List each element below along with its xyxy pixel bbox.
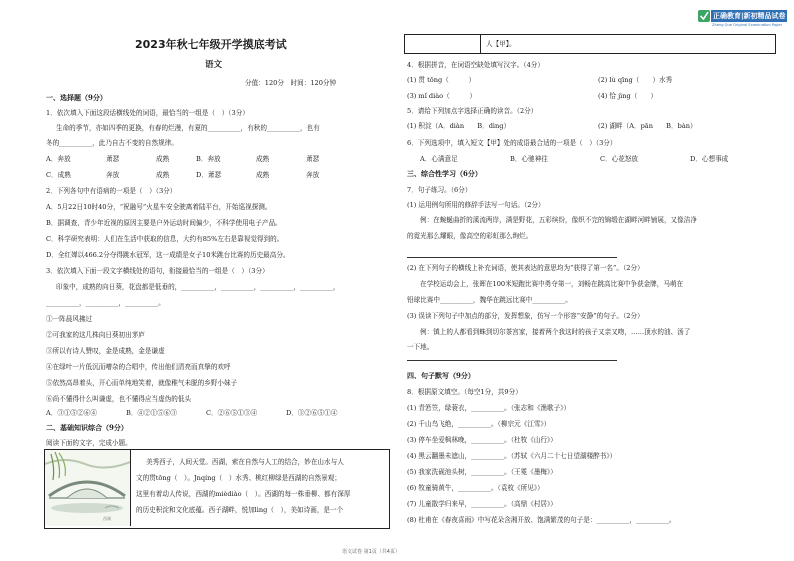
q6-option-d[interactable]: D．心想事成 [690, 155, 729, 163]
q8-item[interactable]: (6) 牧童骑黄牛，__________。（袁枚《所见》） [407, 484, 544, 492]
question-8: 8．根据原文填空。（每空1分，共9分） [407, 388, 522, 396]
q3-item: ④在绿叶一片低沉而嘈杂的合唱中，传出他们清亮而真挚的欢呼 [46, 363, 231, 371]
q3-option-d[interactable]: D．③②⑥⑤①④ [286, 409, 338, 417]
section-3-title: 三、综合性学习（6分） [407, 169, 482, 178]
q1-option-a[interactable]: A．奔放 [46, 155, 71, 163]
q7-part-3-line-1: 例：镇上的人都看到蛛到切尔茶宫家，接着两个我这时的孩子又亲又吻，……顶水的油、汤了 [420, 328, 691, 336]
q2-option-c[interactable]: C．科学研究表明：人们在生活中获取的信息，大约有85%左右是靠视觉得到的。 [46, 235, 284, 243]
q3-item: ②可我家的这几株向日葵初出茅庐 [46, 331, 145, 339]
q1-option-a-word-2: 萧瑟 [106, 155, 120, 163]
q3-passage-line-1: 印象中，成熟的向日葵，花盘都是低垂的，__________，__________，__________，__________， [56, 283, 340, 291]
q1-option-d-word-3: 奔放 [306, 171, 320, 179]
q2-option-b[interactable]: B．据调查，青少年近视的原因主要是户外运动时间偏少，不科学使用电子产品。 [46, 219, 282, 227]
q7-part-1-example-1: 例：在蜿蜒曲折的溪流两岸，满是野花，五彩缤纷，像织不完的锦缎在湖畔河畔铺展，又像洁净 [420, 216, 697, 224]
section-4-title: 四、句子默写（9分） [407, 371, 475, 380]
passage-line: 文的贯tōng（ ）。Jnqíng（ ）水秀、桃红柳绿是西湖的自然景观； [136, 474, 341, 482]
q7-part-1-example-2: 的霓光那么耀眼，像高空的彩虹那么绚烂。 [407, 232, 533, 240]
subject-title: 语文 [205, 60, 223, 70]
section-2-title: 二、基础知识综合（9分） [46, 423, 128, 432]
svg-text:西湖: 西湖 [103, 516, 111, 521]
section-1-title: 一、选择题（9分） [46, 93, 107, 102]
section-2-intro: 阅读下面的文字，完成小题。 [46, 439, 132, 447]
brand-logo [698, 8, 788, 30]
q8-item[interactable]: (3) 停车坐爱枫林晚，__________。（杜牧《山行》） [407, 436, 557, 444]
q7-part-2-line-2[interactable]: 铅球比赛中__________，魏华在跳远比赛中__________。 [407, 296, 572, 304]
q5-item-1[interactable]: (1) 积淀（A．diàn B．dìng） [407, 122, 511, 130]
q1-option-d-word-2: 成熟 [256, 171, 270, 179]
q1-option-b[interactable]: B．奔放 [196, 155, 221, 163]
q4-blank-4[interactable]: (4) 恰 jìng（ ） [598, 92, 658, 100]
q1-passage-line-1: 生命的季节，亦如四季的更换，有春的烂漫，有夏的__________，有秋的__________，也有 [56, 124, 320, 132]
question-4: 4．根据拼音，在词语空缺处填写汉字。（4分） [407, 61, 544, 69]
q3-item: ⑤依然高昂着头，开心而单纯地笑着，就像稚气未脱的乡野小妹子 [46, 379, 238, 387]
q3-option-a[interactable]: A．③①⑤②⑥④ [46, 409, 97, 417]
question-6: 6．下列选项中，填入短文【甲】处的成语最合适的一项是（ ）（3分） [407, 139, 617, 147]
q3-item: ①一阵晨风拂过 [46, 315, 93, 323]
q8-item[interactable]: (5) 我家洗砚池头树，__________。（王冕《墨梅》） [407, 468, 557, 476]
box-divider [480, 34, 481, 53]
q3-item: ③所以有诗人赞叹，金是成熟，金是谦虚 [46, 347, 165, 355]
q1-passage-line-2: 冬的__________，此乃自古不变的自然规律。 [46, 139, 178, 147]
question-5: 5．请给下列加点字选择正确的读音。（2分） [407, 107, 538, 115]
west-lake-picture [45, 450, 131, 526]
q6-option-c[interactable]: C．心花怒放 [600, 155, 639, 163]
q7-answer-line-1[interactable] [407, 257, 617, 258]
logo-text: 正确教育|新初精品试卷 [713, 12, 786, 20]
q3-option-b[interactable]: B．④②①⑤⑥③ [126, 409, 178, 417]
q7-part-3-line-2: 一下地。 [407, 343, 434, 351]
q6-option-a[interactable]: A．心满意足 [420, 155, 458, 163]
q4-blank-2[interactable]: (2) lù qīng（ ）水秀 [598, 76, 673, 84]
q7-part-2: (2) 在下列句子的横线上补充词语，使其表达的意思均为“获得了第一名”。（2分） [407, 264, 644, 272]
q7-part-1: (1) 运用例句所用的修辞手法写一句话。（2分） [407, 201, 545, 209]
exam-title: 2023年秋七年级开学摸底考试 [135, 38, 287, 51]
q1-option-c-word-3: 成熟 [156, 171, 170, 179]
score-time: 分值：120分 时间：120分钟 [245, 79, 337, 87]
question-7: 7．句子练习。（6分） [407, 186, 472, 194]
q8-item[interactable]: (7) 儿童散学归来早，__________。（高鼎《村居》） [407, 500, 557, 508]
q7-part-2-line-1: 在学校运动会上，张晖在100米短跑比赛中勇夺第一，刘畅在跳高比赛中争获金牌，马萌在 [420, 280, 684, 288]
q4-blank-1[interactable]: (1) 贯 tōng（ ） [407, 76, 476, 84]
q4-blank-3[interactable]: (3) mǐ diào（ ） [407, 92, 477, 100]
q1-option-a-word-3: 成熟 [156, 155, 170, 163]
q3-item: ⑥尚不懂得什么叫谦虚，也不懂得应当虚伪的低头 [46, 395, 192, 403]
q1-option-b-word-2: 成熟 [256, 155, 270, 163]
q1-option-b-word-3: 萧瑟 [306, 155, 320, 163]
passage-line: 这里有着动人传说，西湖的mièdiào（ ）。西湖的每一株垂柳、都有深厚 [136, 490, 351, 498]
q8-item[interactable]: (2) 千山鸟飞绝，__________。（柳宗元《江雪》） [407, 420, 551, 428]
q1-option-c-word-2: 奔放 [106, 171, 120, 179]
q2-option-d[interactable]: D．全红婵以466.2分夺得跳水冠军，这一成绩是女子10米跳台比赛的历史最高分。 [46, 251, 290, 259]
q8-item[interactable]: (4) 黑云翻墨未遮山，__________。（苏轼《六月二十七日望湖楼醉书》） [407, 452, 617, 460]
bridge-landscape-icon [45, 450, 130, 526]
passage-line: 的历史积淀和文化底蕴。西子湖畔，悦加lìng（ ），美如诗画，是一个 [136, 506, 344, 514]
q3-passage-line-2: __________，__________，__________。 [46, 299, 165, 307]
q1-option-c[interactable]: C．成熟 [46, 171, 71, 179]
page-footer: 语文试卷 第1页（共4页） [342, 549, 400, 555]
q7-part-3: (3) 误读下列句子中加点的部分，发挥想象，仿写一个形容“安静”的句子。（2分） [407, 312, 644, 320]
question-3: 3．依次填入下面一段文字横线处的语句，衔接最恰当的一组是（ ）（3分） [46, 267, 269, 275]
box-text: 人【甲】。 [486, 40, 516, 48]
q1-option-d[interactable]: D．萧瑟 [196, 171, 222, 179]
continuation-box [404, 34, 776, 54]
q3-option-c[interactable]: C．②⑥⑤①③④ [206, 409, 258, 417]
q7-answer-line-3[interactable] [407, 360, 617, 361]
q5-item-2[interactable]: (2) 湖畔（A．pān B．bàn） [598, 122, 697, 130]
q2-option-a[interactable]: A．5月22日10时40分，“祝融号”火星车安全驶离着陆平台，开始巡视探测。 [46, 203, 272, 211]
question-2: 2．下列各句中有语病的一项是（ ）（3分） [46, 187, 177, 195]
q8-item[interactable]: (8) 杜甫在《春夜喜雨》中写花朵含湘开放、饱满繁茂的句子是：__________，__________。 [407, 516, 676, 524]
q6-option-b[interactable]: B．心驰神往 [510, 155, 548, 163]
passage-line: 美秀西子，人间天堂。西湖，索在自然与人工的结合，妙在山水与人 [146, 458, 344, 466]
question-1: 1．依次填入下面这段话横线处的词语，最恰当的一组是（ ）（3分） [46, 109, 249, 117]
q8-item[interactable]: (1) 青箬笠，绿蓑衣，__________。（张志和《渔歌子》） [407, 404, 571, 412]
logo-subtext: Zheng Que Original Examination Paper [712, 23, 783, 27]
